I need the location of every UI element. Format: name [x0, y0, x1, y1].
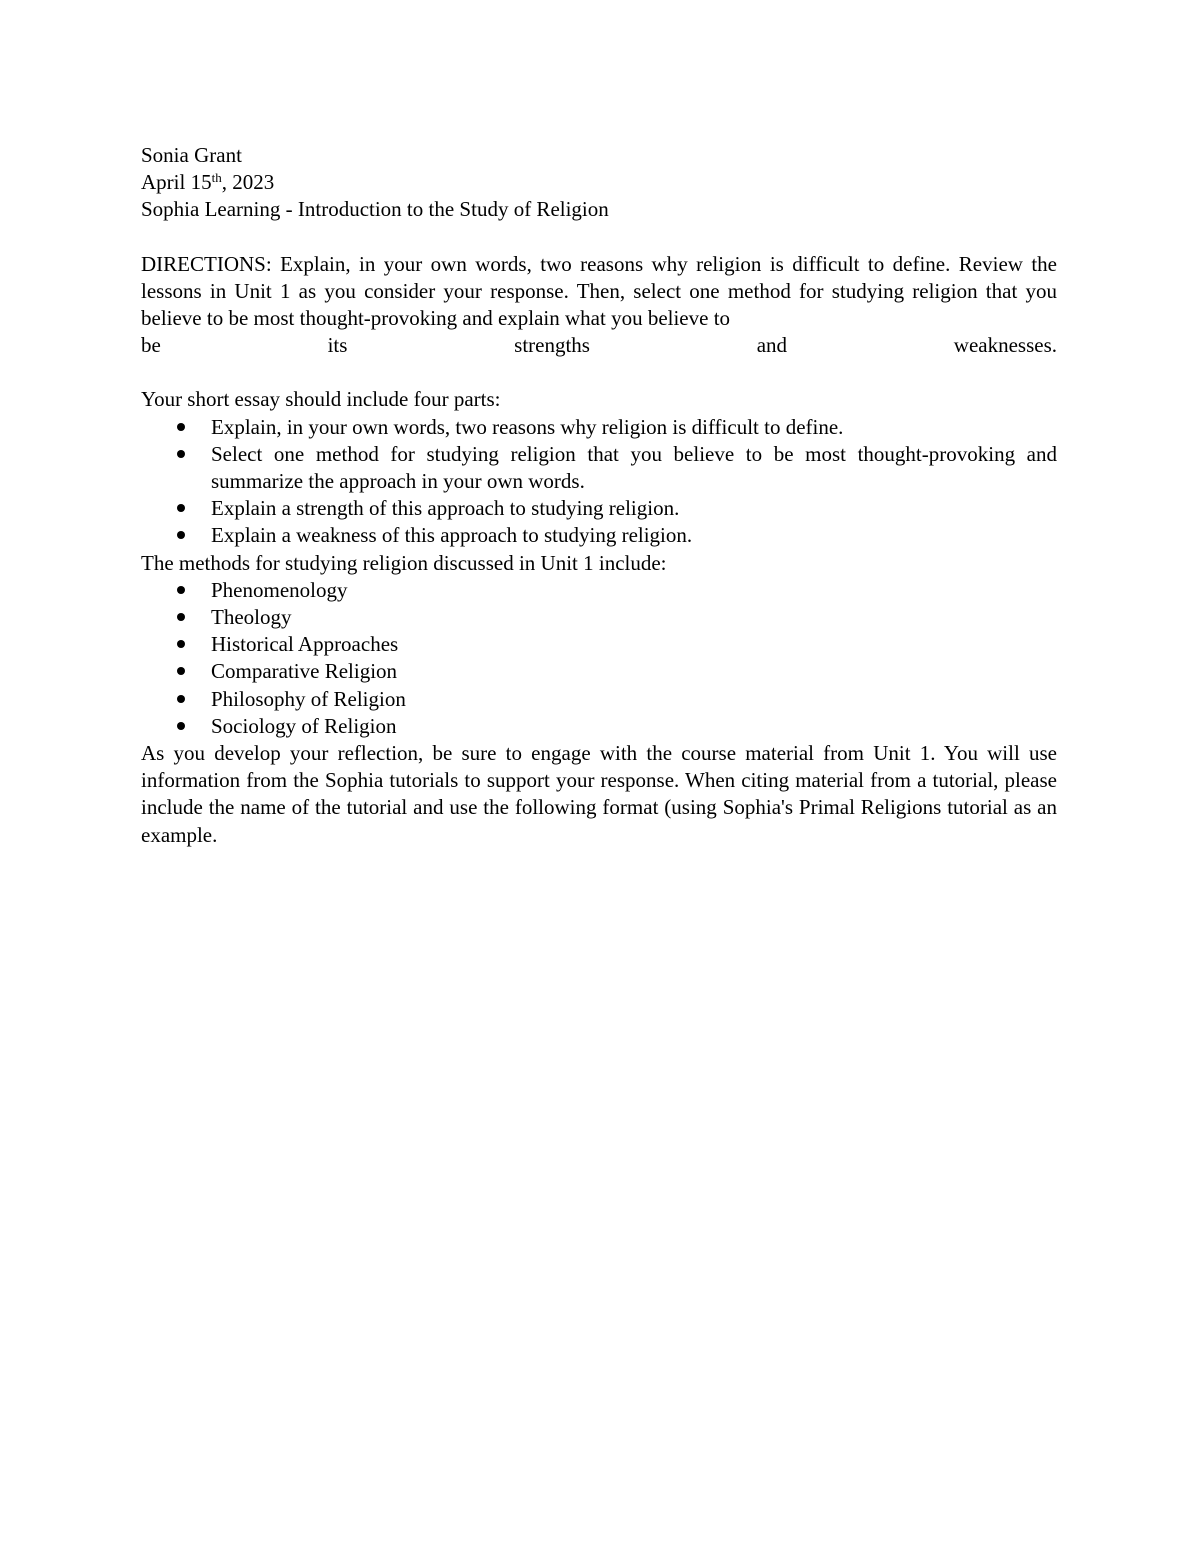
list-item: [141, 713, 1057, 740]
list-item: [141, 495, 1057, 522]
list-item: [141, 441, 1057, 495]
list-item-text: Philosophy of Religion: [211, 686, 406, 711]
list-item-text: Comparative Religion: [211, 659, 398, 684]
bullet-icon: [177, 586, 185, 594]
spacer: [141, 224, 1057, 251]
list-item-text: Phenomenology: [211, 577, 348, 602]
methods-list: [141, 577, 1057, 740]
course-title: Sophia Learning - Introduction to the Study of Religion: [141, 197, 609, 222]
bullet-icon: [177, 613, 185, 621]
list-item-text: Select one method for studying religion that you believe to be most thought-provoking and summarize the approach in your own words.: [211, 441, 1057, 494]
date-suffix: , 2023: [221, 170, 275, 195]
bullet-icon: [177, 450, 185, 458]
list-item-text: Theology: [211, 605, 292, 630]
bullet-icon: [177, 722, 185, 730]
spacer: [141, 359, 1057, 386]
bullet-icon: [177, 695, 185, 703]
parts-intro: Your short essay should include four parts:: [141, 387, 501, 412]
list-item: [141, 577, 1057, 604]
bullet-icon: [177, 423, 185, 431]
methods-intro: The methods for studying religion discussed in Unit 1 include:: [141, 550, 667, 575]
list-item: [141, 658, 1057, 685]
list-item-text: Explain a strength of this approach to studying religion.: [211, 496, 680, 521]
list-item-text: Explain, in your own words, two reasons why religion is difficult to define.: [211, 414, 844, 439]
parts-list: [141, 414, 1057, 550]
bullet-icon: [177, 640, 185, 648]
list-item: [141, 604, 1057, 631]
bullet-icon: [177, 504, 185, 512]
document-body: [141, 142, 1057, 849]
author-name: Sonia Grant: [141, 143, 242, 167]
bullet-icon: [177, 531, 185, 539]
closing-paragraph: As you develop your reflection, be sure to engage with the course material from Unit 1. You will use information from the Sophia tutorials to support your response. When citing material from a tutorial, please include the name of the tutorial and use the following format (using Sophia's Primal Religions tutorial as an example.: [141, 741, 1057, 847]
list-item: [141, 522, 1057, 549]
list-item: [141, 631, 1057, 658]
submission-date: [141, 169, 1057, 196]
date-ordinal: th: [211, 170, 222, 186]
date-prefix: April 15: [141, 170, 212, 195]
list-item-text: Sociology of Religion: [211, 713, 397, 738]
list-item-text: Historical Approaches: [211, 632, 399, 657]
directions-text: DIRECTIONS: Explain, in your own words, two reasons why religion is difficult to define. Review the lessons in Unit 1 as you consider your response. Then, select one method for studying religion that you believe to be most thought-provoking and explain what you believe to: [141, 251, 1057, 331]
list-item-text: Explain a weakness of this approach to studying religion.: [211, 523, 693, 548]
list-item: [141, 686, 1057, 713]
bullet-icon: [177, 667, 185, 675]
directions-last-line: be its strengths and weaknesses.: [141, 333, 1057, 358]
list-item: [141, 414, 1057, 441]
